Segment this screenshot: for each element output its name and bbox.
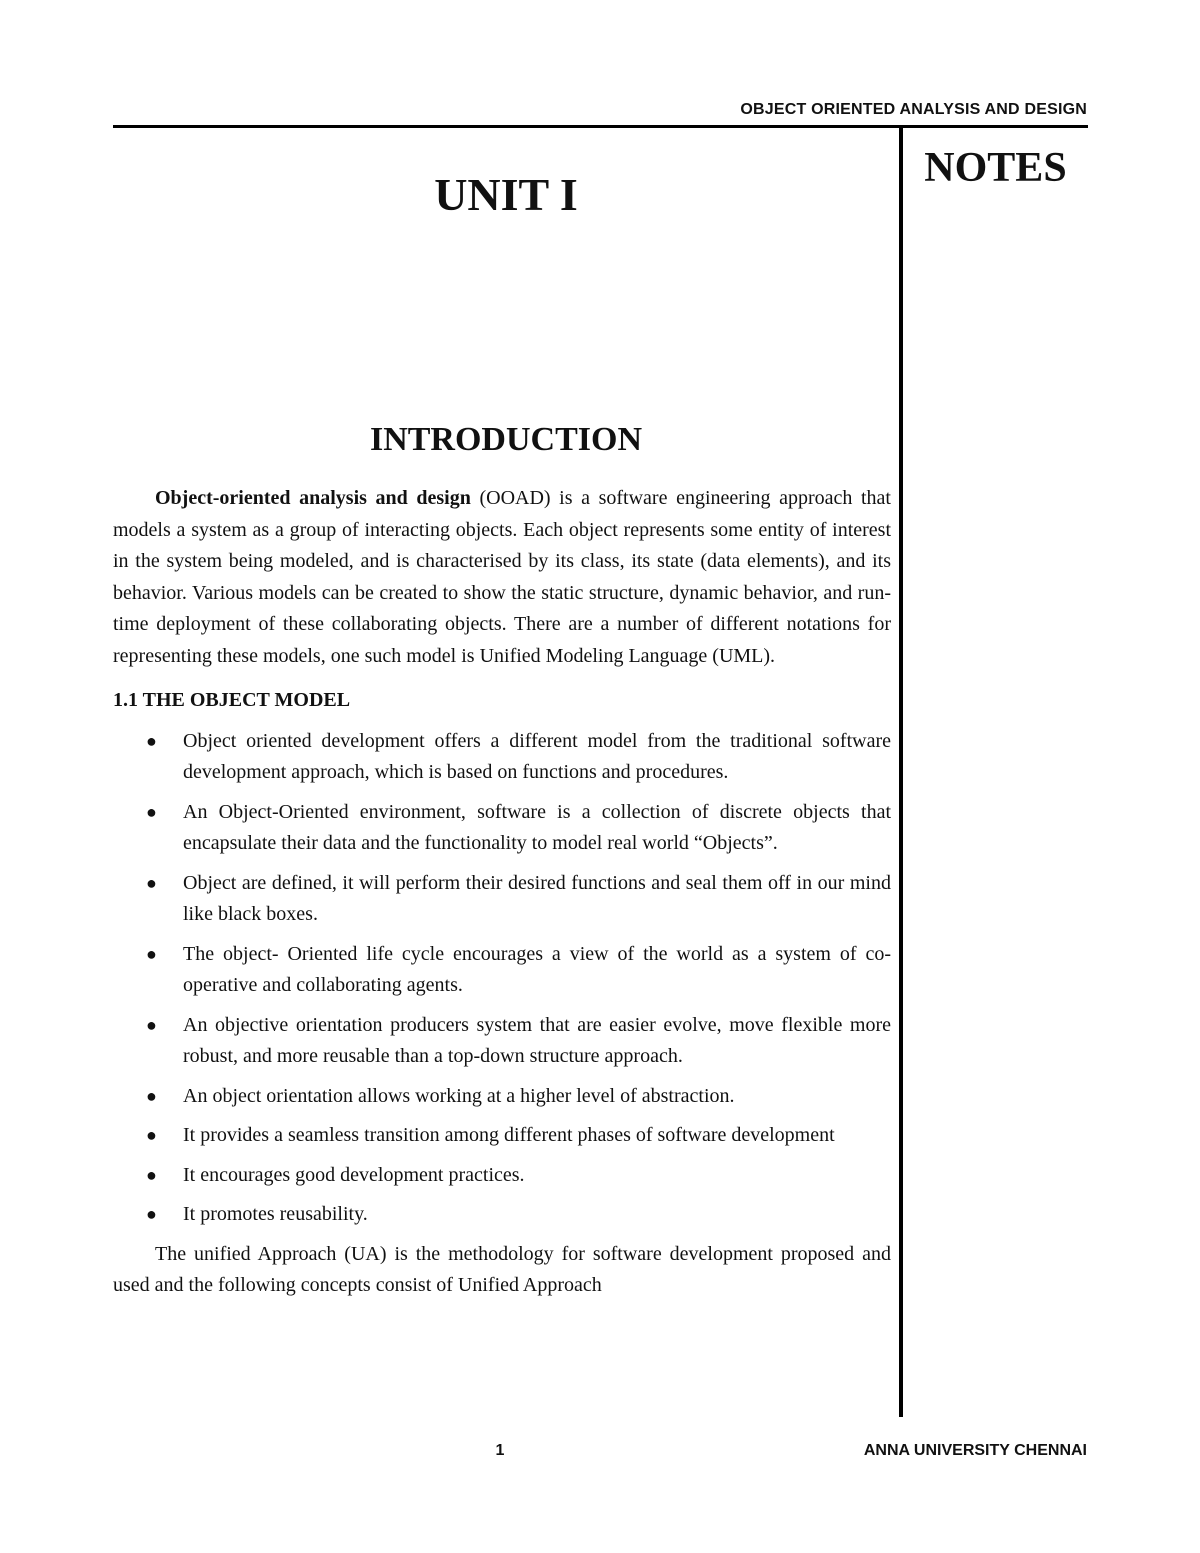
- closing-paragraph: The unified Approach (UA) is the methodology for software development proposed and used and the following concepts consist of Unified Approach: [113, 1242, 891, 1296]
- notes-label: NOTES: [924, 145, 1067, 191]
- running-header-title: OBJECT ORIENTED ANALYSIS AND DESIGN: [740, 101, 1087, 118]
- list-item-text: An object orientation allows working at a higher level of abstraction.: [183, 1084, 735, 1107]
- section-heading: 1.1 THE OBJECT MODEL: [113, 689, 351, 711]
- list-item: [113, 1199, 891, 1231]
- intro-paragraph: [113, 483, 891, 672]
- bullet-icon: ●: [146, 1164, 157, 1185]
- list-item-text: It encourages good development practices.: [183, 1163, 525, 1186]
- bullet-icon: ●: [146, 943, 157, 964]
- list-item-text: An Object-Oriented environment, software is a collection of discrete objects that encapsulate their data and the functionality to model real world “Objects”.: [183, 800, 891, 854]
- intro-paragraph-text: (OOAD) is a software engineering approach that models a system as a group of interacting objects. Each object represents some entity of interest in the system being modeled, and is characterised by its class, its state (data elements), and its behavior. Various models can be created to show the static structure, dynamic behavior, and run-time deployment of these collaborating objects. There are a number of different notations for representing these models, one such model is Unified Modeling Language (UML).: [113, 487, 891, 667]
- intro-bold-lead: Object-oriented analysis and design: [155, 487, 471, 509]
- list-item: [113, 939, 891, 1002]
- list-item: [113, 1081, 891, 1113]
- bullet-list: [113, 726, 891, 1231]
- main-content: [113, 483, 891, 1302]
- list-item-text: Object oriented development offers a different model from the traditional software development approach, which is based on functions and procedures.: [183, 729, 891, 783]
- list-item: [113, 726, 891, 789]
- bullet-icon: ●: [146, 1014, 157, 1035]
- list-item-text: Object are defined, it will perform their desired functions and seal them off in our mind like black boxes.: [183, 871, 891, 925]
- header-rule: [113, 125, 1088, 128]
- list-item-text: The object- Oriented life cycle encourages a view of the world as a system of co-operative and collaborating agents.: [183, 942, 891, 996]
- footer-university: ANNA UNIVERSITY CHENNAI: [863, 1442, 1087, 1459]
- bullet-icon: ●: [146, 1204, 157, 1224]
- page-number: 1: [495, 1442, 505, 1459]
- list-item-text: An objective orientation producers system that are easier evolve, move flexible more robust, and more reusable than a top-down structure approach.: [183, 1013, 891, 1067]
- bullet-icon: ●: [146, 1085, 157, 1106]
- list-item: [113, 1010, 891, 1073]
- bullet-icon: ●: [146, 730, 157, 751]
- bullet-icon: ●: [146, 1125, 157, 1145]
- intro-heading: INTRODUCTION: [369, 421, 643, 458]
- list-item: [113, 1160, 891, 1192]
- list-item-text: It promotes reusability.: [183, 1203, 368, 1225]
- list-item-text: It provides a seamless transition among different phases of software development: [183, 1124, 835, 1146]
- margin-rule: [899, 127, 903, 1417]
- list-item: [113, 1120, 891, 1152]
- list-item: [113, 797, 891, 860]
- bullet-icon: ●: [146, 872, 157, 893]
- list-item: [113, 868, 891, 931]
- unit-title: UNIT I: [434, 169, 578, 220]
- bullet-icon: ●: [146, 801, 157, 822]
